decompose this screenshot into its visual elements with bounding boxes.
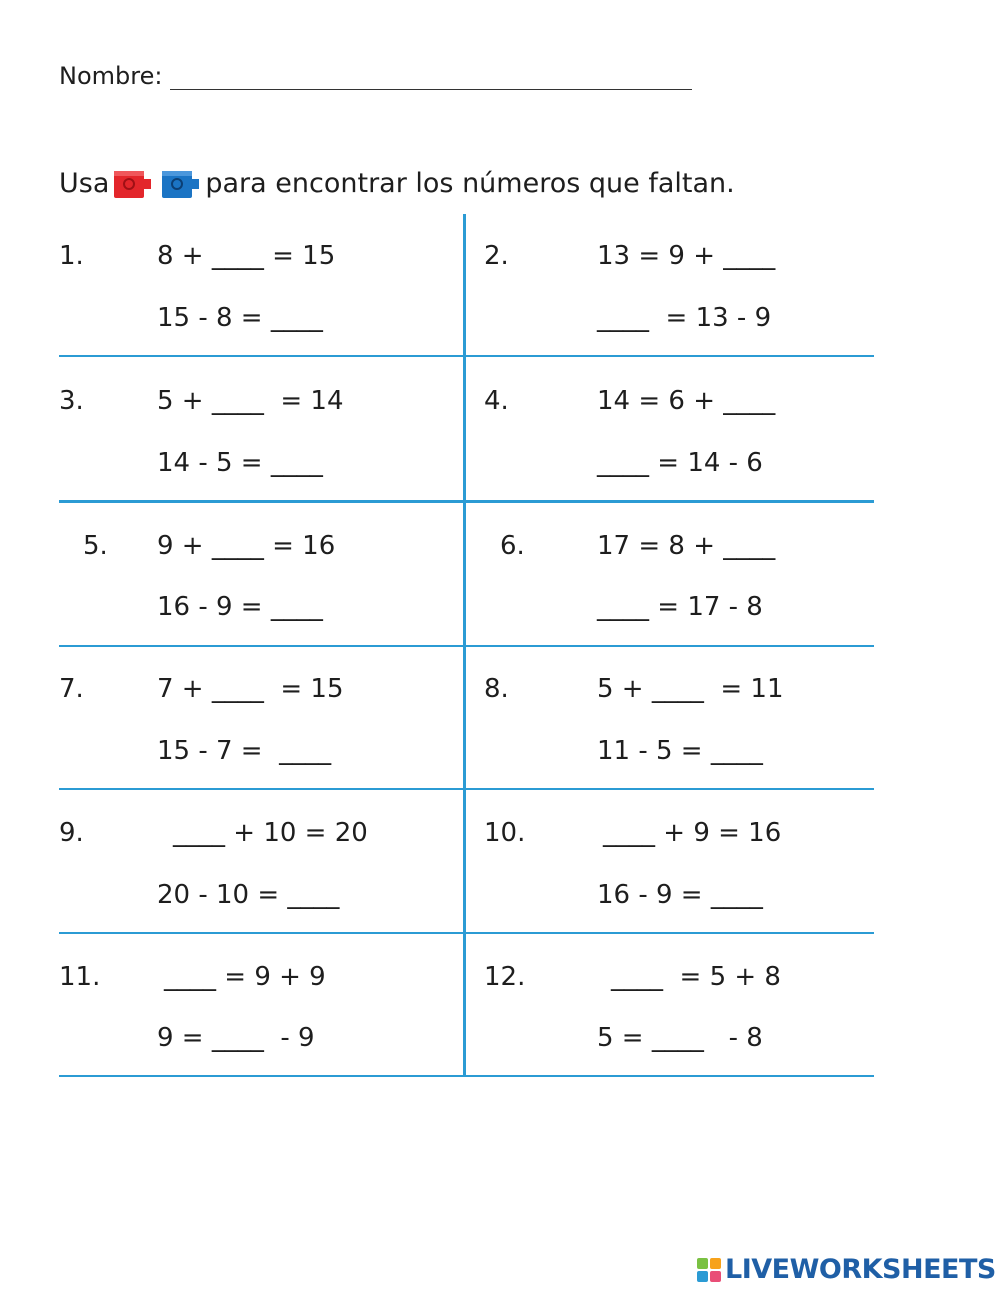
grid-divider-row-3 (59, 645, 874, 647)
problem-number: 3. (59, 386, 84, 416)
grid-divider-row-1 (59, 355, 874, 357)
grid-divider-row-5 (59, 932, 874, 934)
problem-equation: 17 = 8 + ____ (597, 531, 776, 561)
name-field[interactable] (170, 65, 692, 90)
problem-equation: 16 - 9 = ____ (157, 592, 323, 622)
instruction (59, 168, 735, 199)
problem-equation: ____ + 10 = 20 (173, 818, 368, 848)
grid-divider-row-4 (59, 788, 874, 790)
problem-equation: 9 = ____ - 9 (157, 1023, 315, 1053)
name-label: Nombre: (59, 62, 163, 90)
name-row (59, 62, 692, 90)
problem-number: 8. (484, 674, 509, 704)
problem-equation: 5 + ____ = 14 (157, 386, 344, 416)
problem-equation: 8 + ____ = 15 (157, 241, 336, 271)
logo-text: LIVEWORKSHEETS (725, 1254, 996, 1285)
problem-equation: 15 - 7 = ____ (157, 736, 332, 766)
problem-number: 5. (83, 531, 108, 561)
problem-equation: 5 = ____ - 8 (597, 1023, 763, 1053)
problem-number: 10. (484, 818, 526, 848)
problem-number: 1. (59, 241, 84, 271)
problem-number: 2. (484, 241, 509, 271)
problem-number: 9. (59, 818, 84, 848)
problem-number: 4. (484, 386, 509, 416)
problem-equation: 20 - 10 = ____ (157, 880, 340, 910)
problem-equation: ____ = 5 + 8 (611, 962, 781, 992)
problem-equation: 11 - 5 = ____ (597, 736, 763, 766)
problem-equation: 7 + ____ = 15 (157, 674, 344, 704)
problem-equation: 13 = 9 + ____ (597, 241, 776, 271)
instruction-prefix: Usa (59, 168, 110, 199)
problem-equation: 14 = 6 + ____ (597, 386, 776, 416)
logo-tiles-icon (697, 1258, 721, 1282)
problem-equation: 16 - 9 = ____ (597, 880, 763, 910)
grid-divider-row-2 (59, 500, 874, 503)
problem-number: 7. (59, 674, 84, 704)
liveworksheets-logo[interactable] (697, 1254, 996, 1285)
problem-equation: 5 + ____ = 11 (597, 674, 784, 704)
instruction-suffix: para encontrar los números que faltan. (205, 168, 735, 199)
problem-equation: ____ = 9 + 9 (164, 962, 326, 992)
blue-cube-icon (162, 169, 200, 199)
problem-equation: ____ = 13 - 9 (597, 303, 772, 333)
problem-equation: ____ = 17 - 8 (597, 592, 763, 622)
problem-equation: 9 + ____ = 16 (157, 531, 336, 561)
grid-divider-row-6 (59, 1075, 874, 1077)
problem-number: 11. (59, 962, 101, 992)
problem-equation: 14 - 5 = ____ (157, 448, 323, 478)
problem-equation: ____ = 14 - 6 (597, 448, 763, 478)
problem-number: 6. (500, 531, 525, 561)
red-cube-icon (114, 169, 152, 199)
problem-equation: 15 - 8 = ____ (157, 303, 323, 333)
problem-equation: ____ + 9 = 16 (603, 818, 782, 848)
problem-number: 12. (484, 962, 526, 992)
